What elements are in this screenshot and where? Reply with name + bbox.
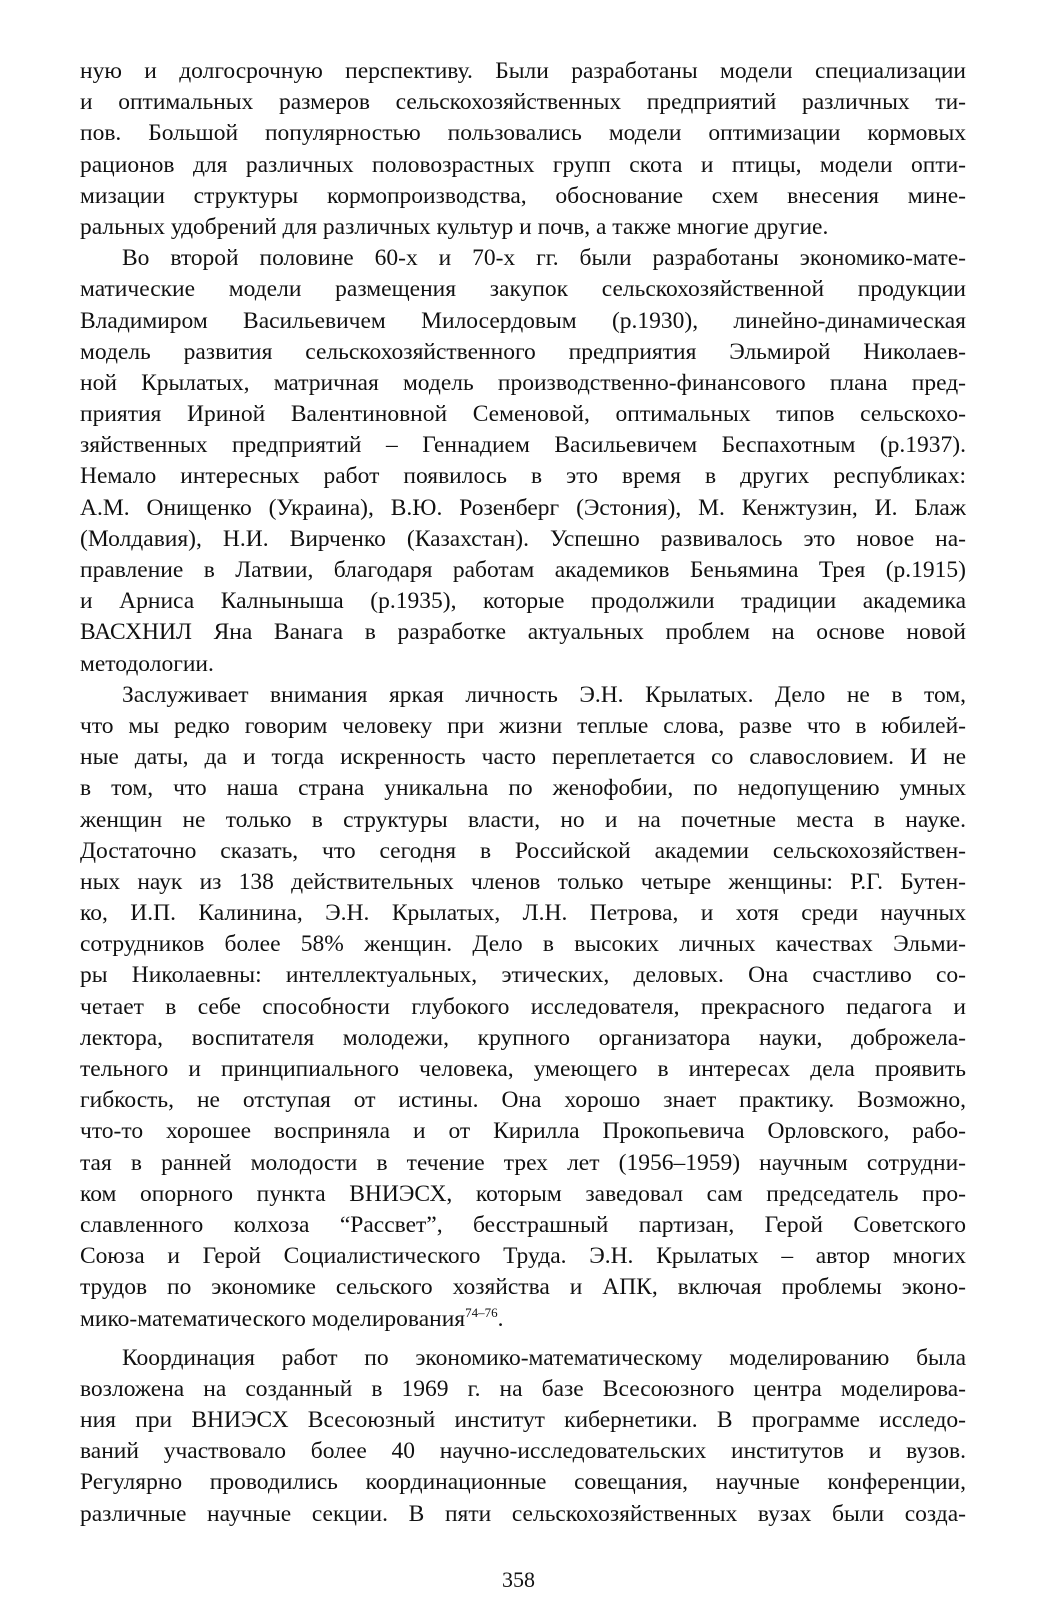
text-line: и Арниса Калныныша (р.1935), которые продолжили традиции академика [80,588,966,615]
text-line: сотрудников более 58% женщин. Дело в высоких личных качествах Эльми- [80,931,966,958]
text-line: четает в себе способности глубокого исследователя, прекрасного педагога и [80,993,966,1020]
text-line: славленного колхоза “Рассвет”, бесстрашный партизан, Герой Советского [80,1211,966,1238]
text-line: различные научные секции. В пяти сельскохозяйственных вузах были созда- [80,1500,966,1527]
text-line: трудов по экономике сельского хозяйства и АПК, включая проблемы эконо- [80,1274,966,1301]
text-line: (Молдавия), Н.И. Вирченко (Казахстан). Успешно развивалось это новое на- [80,525,966,552]
text-line: тая в ранней молодости в течение трех лет (1956–1959) научным сотрудни- [80,1149,966,1176]
text-line: женщин не только в структуры власти, но и на почетные места в науке. [80,806,966,833]
text-line: в том, что наша страна уникальна по женофобии, по недопущению умных [80,775,966,802]
text-line: ры Николаевны: интеллектуальных, этических, деловых. Она счастливо со- [80,962,966,989]
text-line: и оптимальных размеров сельскохозяйственных предприятий различных ти- [80,89,966,116]
text-line: А.М. Онищенко (Украина), В.Ю. Розенберг (Эстония), М. Кенжтузин, И. Блаж [80,494,966,521]
text-line: рационов для различных половозрастных групп скота и птицы, модели опти- [80,151,966,178]
text-line: ральных удобрений для различных культур и почв, а также многие другие. [80,213,829,240]
text-line: мизации структуры кормопроизводства, обоснование схем внесения мине- [80,182,966,209]
paragraph-3 [80,680,966,1335]
text-line: ной Крылатых, матричная модель производственно-финансового плана пред- [80,369,966,396]
text-line: тельного и принципиального человека, умеющего в интересах дела проявить [80,1056,966,1082]
text-line: Союза и Герой Социалистического Труда. Э.Н. Крылатых – автор многих [80,1243,966,1270]
text-line-with-footnote [80,1304,966,1335]
text-line: Заслуживает внимания яркая личность Э.Н. Крылатых. Дело не в том, [122,681,966,708]
page-number: 358 [502,1567,535,1592]
text-line: Во второй половине 60-х и 70-х гг. были разработаны экономико-мате- [122,245,966,272]
text-line: ную и долгосрочную перспективу. Были разработаны модели специализации [80,58,966,84]
text-line: ные даты, да и тогда искренность часто переплетается со славословием. И не [80,744,966,771]
footnote-reference: 74–76 [465,1304,498,1320]
text-line: что-то хорошее восприняла и от Кирилла Прокопьевича Орловского, рабо- [80,1118,966,1145]
text-line: матические модели размещения закупок сельскохозяйственной продукции [80,276,966,303]
text-line-content: мико-математического моделирования [80,1305,466,1332]
text-line: ком опорного пункта ВНИЭСХ, которым заведовал сам председатель про- [80,1180,966,1207]
text-line: методологии. [80,650,214,677]
text-line: зяйственных предприятий – Геннадием Васильевичем Беспахотным (р.1937). [80,432,966,459]
paragraph-1 [80,56,966,243]
text-line: Координация работ по экономико-математическому моделированию была [122,1344,966,1371]
text-line: пов. Большой популярностью пользовались модели оптимизации кормовых [80,120,966,147]
document-page [80,56,966,1530]
paragraph-4 [80,1343,966,1530]
text-line: правление в Латвии, благодаря работам академиков Беньямина Трея (р.1915) [80,557,966,583]
text-line: ВАСХНИЛ Яна Ванага в разработке актуальных проблем на основе новой [80,619,966,646]
text-line: Достаточно сказать, что сегодня в Российской академии сельскохозяйствен- [80,837,966,864]
sentence-end: . [497,1305,504,1332]
text-line: приятия Ириной Валентиновной Семеновой, оптимальных типов сельскохо- [80,401,966,428]
text-line: ваний участвовало более 40 научно-исследовательских институтов и вузов. [80,1438,966,1465]
text-line: модель развития сельскохозяйственного предприятия Эльмирой Николаев- [80,338,966,365]
text-line: что мы редко говорим человеку при жизни теплые слова, разве что в юбилей- [80,712,966,739]
text-line: Регулярно проводились координационные совещания, научные конференции, [80,1469,966,1496]
text-line: ния при ВНИЭСХ Всесоюзный институт кибернетики. В программе исследо- [80,1407,966,1434]
text-line: Владимиром Васильевичем Милосердовым (р.1930), линейно-динамическая [80,307,966,334]
text-line: Немало интересных работ появилось в это время в других республиках: [80,463,966,490]
text-line: ко, И.П. Калинина, Э.Н. Крылатых, Л.Н. Петрова, и хотя среди научных [80,900,966,927]
paragraph-2 [80,243,966,680]
text-line: гибкость, не отступая от истины. Она хорошо знает практику. Возможно, [80,1087,966,1114]
text-line: ных наук из 138 действительных членов только четыре женщины: Р.Г. Бутен- [80,868,966,895]
text-line: лектора, воспитателя молодежи, крупного организатора науки, доброжела- [80,1024,966,1051]
text-line: возложена на созданный в 1969 г. на базе Всесоюзного центра моделирова- [80,1375,966,1402]
